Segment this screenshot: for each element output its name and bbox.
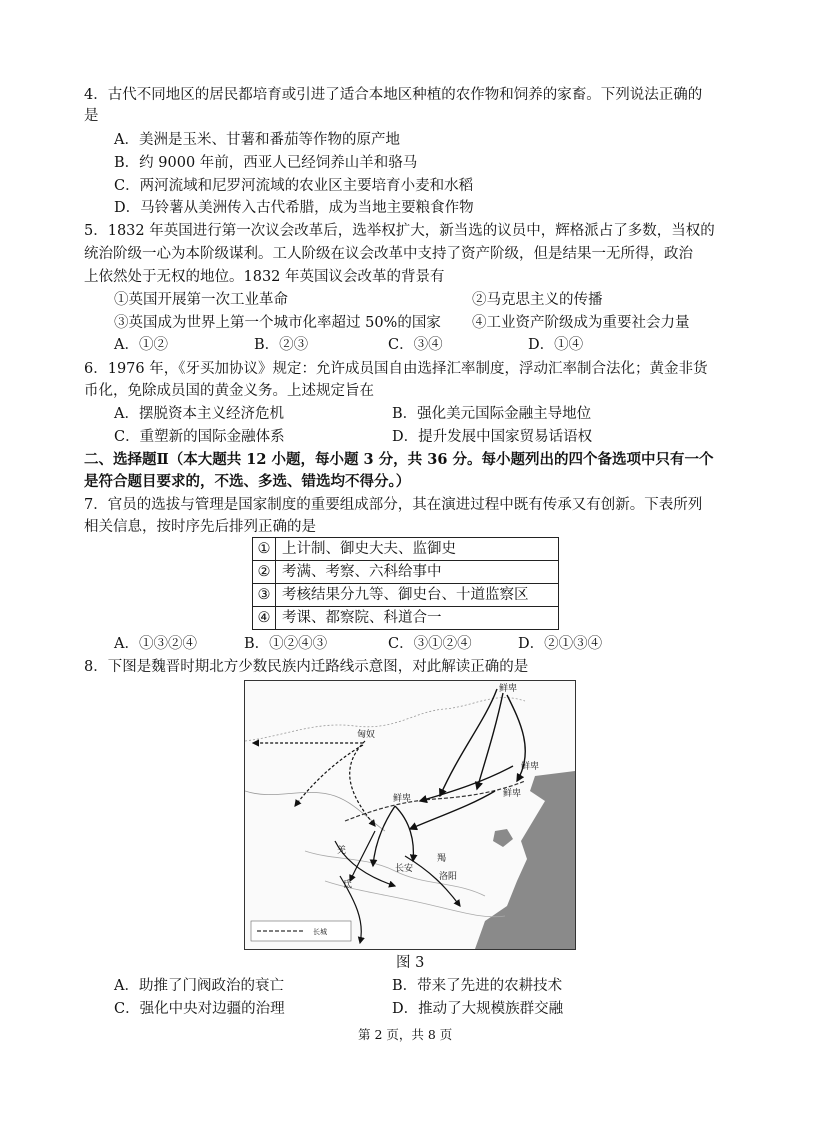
- q8-option-b: B．带来了先进的农耕技术: [392, 978, 563, 994]
- migration-arrow: [373, 806, 395, 866]
- q6-option-b: B．强化美元国际金融主导地位: [392, 406, 592, 422]
- q7-option-c: C．③①②④: [388, 636, 472, 652]
- q5-option-b: B．②③: [254, 337, 309, 353]
- migration-arrow: [477, 693, 503, 789]
- q4-option-c: C．两河流域和尼罗河流域的农业区主要培育小麦和水稻: [114, 178, 474, 194]
- q6-stem-line-1: 6．1976 年，《牙买加协议》规定：允许成员国自由选择汇率制度，浮动汇率制合法化；黄金非货: [84, 361, 708, 377]
- q5-stem-line-2: 统治阶级一心为本阶级谋利。工人阶级在议会改革中支持了资产阶级，但是结果一无所得，政治: [84, 246, 693, 262]
- table-cell-text: 考课、都察院、科道合一: [276, 607, 559, 630]
- label-qiang: 羌: [337, 846, 347, 856]
- q5-option-c: C．③④: [388, 337, 443, 353]
- q5-stem-line-1: 5．1832 年英国进行第一次议会改革后，选举权扩大，新当选的议员中，辉格派占了多数，当权的: [84, 223, 715, 239]
- label-xianbei-3: 鲜卑: [503, 789, 522, 799]
- label-jie: 羯: [437, 854, 447, 864]
- q4-option-d: D．马铃薯从美洲传入古代希腊，成为当地主要粮食作物: [114, 200, 474, 216]
- q5-item-4: ④工业资产阶级成为重要社会力量: [472, 315, 690, 331]
- label-xiongnu: 匈奴: [357, 730, 376, 740]
- q4-stem-line-2: 是: [84, 108, 99, 124]
- migration-arrow: [395, 806, 413, 861]
- page-footer: 第 2 页，共 8 页: [358, 1027, 453, 1042]
- q8-stem: 8．下图是魏晋时期北方少数民族内迁路线示意图，对此解读正确的是: [84, 659, 529, 675]
- q7-table: [252, 537, 559, 630]
- section-2-heading-line-2: 是符合题目要求的，不选、多选、错选均不得分。）: [84, 473, 411, 490]
- label-xianbei-4: 鲜卑: [393, 794, 412, 804]
- q6-option-d: D．提升发展中国家贸易话语权: [392, 429, 593, 445]
- map-drawing: [245, 681, 575, 949]
- q7-stem-line-2: 相关信息，按时序先后排列正确的是: [84, 519, 316, 535]
- q6-stem-line-2: 币化，免除成员国的黄金义务。上述规定旨在: [84, 383, 374, 399]
- q6-option-a: A．摆脱资本主义经济危机: [114, 406, 284, 422]
- table-cell-number: ①: [253, 538, 276, 561]
- table-cell-number: ③: [253, 584, 276, 607]
- q4-stem-line-1: 4．古代不同地区的居民都培育或引进了适合本地区种植的农作物和饲养的家畜。下列说法正确的: [84, 87, 703, 103]
- migration-arrow: [440, 689, 497, 796]
- table-cell-number: ④: [253, 607, 276, 630]
- q7-option-d: D．②①③④: [518, 636, 603, 652]
- label-xianbei-1: 鲜卑: [499, 684, 518, 694]
- q7-stem-line-1: 7．官员的选拔与管理是国家制度的重要组成部分，其在演进过程中既有传承又有创新。下表所列: [84, 497, 703, 513]
- q5-stem-line-3: 上依然处于无权的地位。1832 年英国议会改革的背景有: [84, 269, 445, 285]
- border-line: [245, 698, 525, 741]
- section-2-heading-line-1: 二、选择题Ⅱ（本大题共 12 小题，每小题 3 分，共 36 分。每小题列出的四个备选项中只有一个: [84, 451, 714, 468]
- table-row: [253, 607, 559, 630]
- q7-option-a: A．①③②④: [114, 636, 197, 652]
- migration-arrow: [295, 745, 363, 806]
- q4-option-b: B．约 9000 年前，西亚人已经饲养山羊和骆马: [114, 155, 418, 171]
- q8-option-c: C．强化中央对边疆的治理: [114, 1001, 285, 1017]
- table-row: [253, 538, 559, 561]
- table-row: [253, 584, 559, 607]
- sea-area: [475, 771, 575, 949]
- label-xianbei-2: 鲜卑: [521, 762, 540, 772]
- label-changan: 长安: [395, 864, 414, 874]
- q5-option-a: A．①②: [114, 337, 168, 353]
- q5-item-3: ③英国成为世界上第一个城市化率超过 50%的国家: [114, 315, 441, 331]
- q8-option-a: A．助推了门阀政治的衰亡: [114, 978, 284, 994]
- figure-caption: 图 3: [396, 955, 425, 971]
- table-cell-text: 考满、考察、六科给事中: [276, 561, 559, 584]
- migration-arrow: [350, 831, 375, 881]
- q8-option-d: D．推动了大规模族群交融: [392, 1001, 564, 1017]
- table-row: [253, 561, 559, 584]
- q4-option-a: A．美洲是玉米、甘薯和番茄等作物的原产地: [114, 132, 400, 148]
- table-cell-number: ②: [253, 561, 276, 584]
- migration-route-map: [244, 680, 576, 950]
- bay-area: [493, 829, 513, 847]
- table-cell-text: 上计制、御史大夫、监御史: [276, 538, 559, 561]
- table-cell-text: 考核结果分九等、御史台、十道监察区: [276, 584, 559, 607]
- map-legend-label: 长城: [313, 928, 327, 936]
- q5-option-d: D．①④: [528, 337, 584, 353]
- migration-arrow: [410, 791, 495, 829]
- q5-item-2: ②马克思主义的传播: [472, 292, 603, 308]
- q5-item-1: ①英国开展第一次工业革命: [114, 292, 288, 308]
- migration-arrow: [420, 766, 513, 801]
- label-luoyang: 洛阳: [439, 872, 458, 882]
- q6-option-c: C．重塑新的国际金融体系: [114, 429, 285, 445]
- great-wall-line: [345, 781, 525, 821]
- label-di: 氐: [343, 880, 353, 890]
- q7-option-b: B．①②④③: [244, 636, 328, 652]
